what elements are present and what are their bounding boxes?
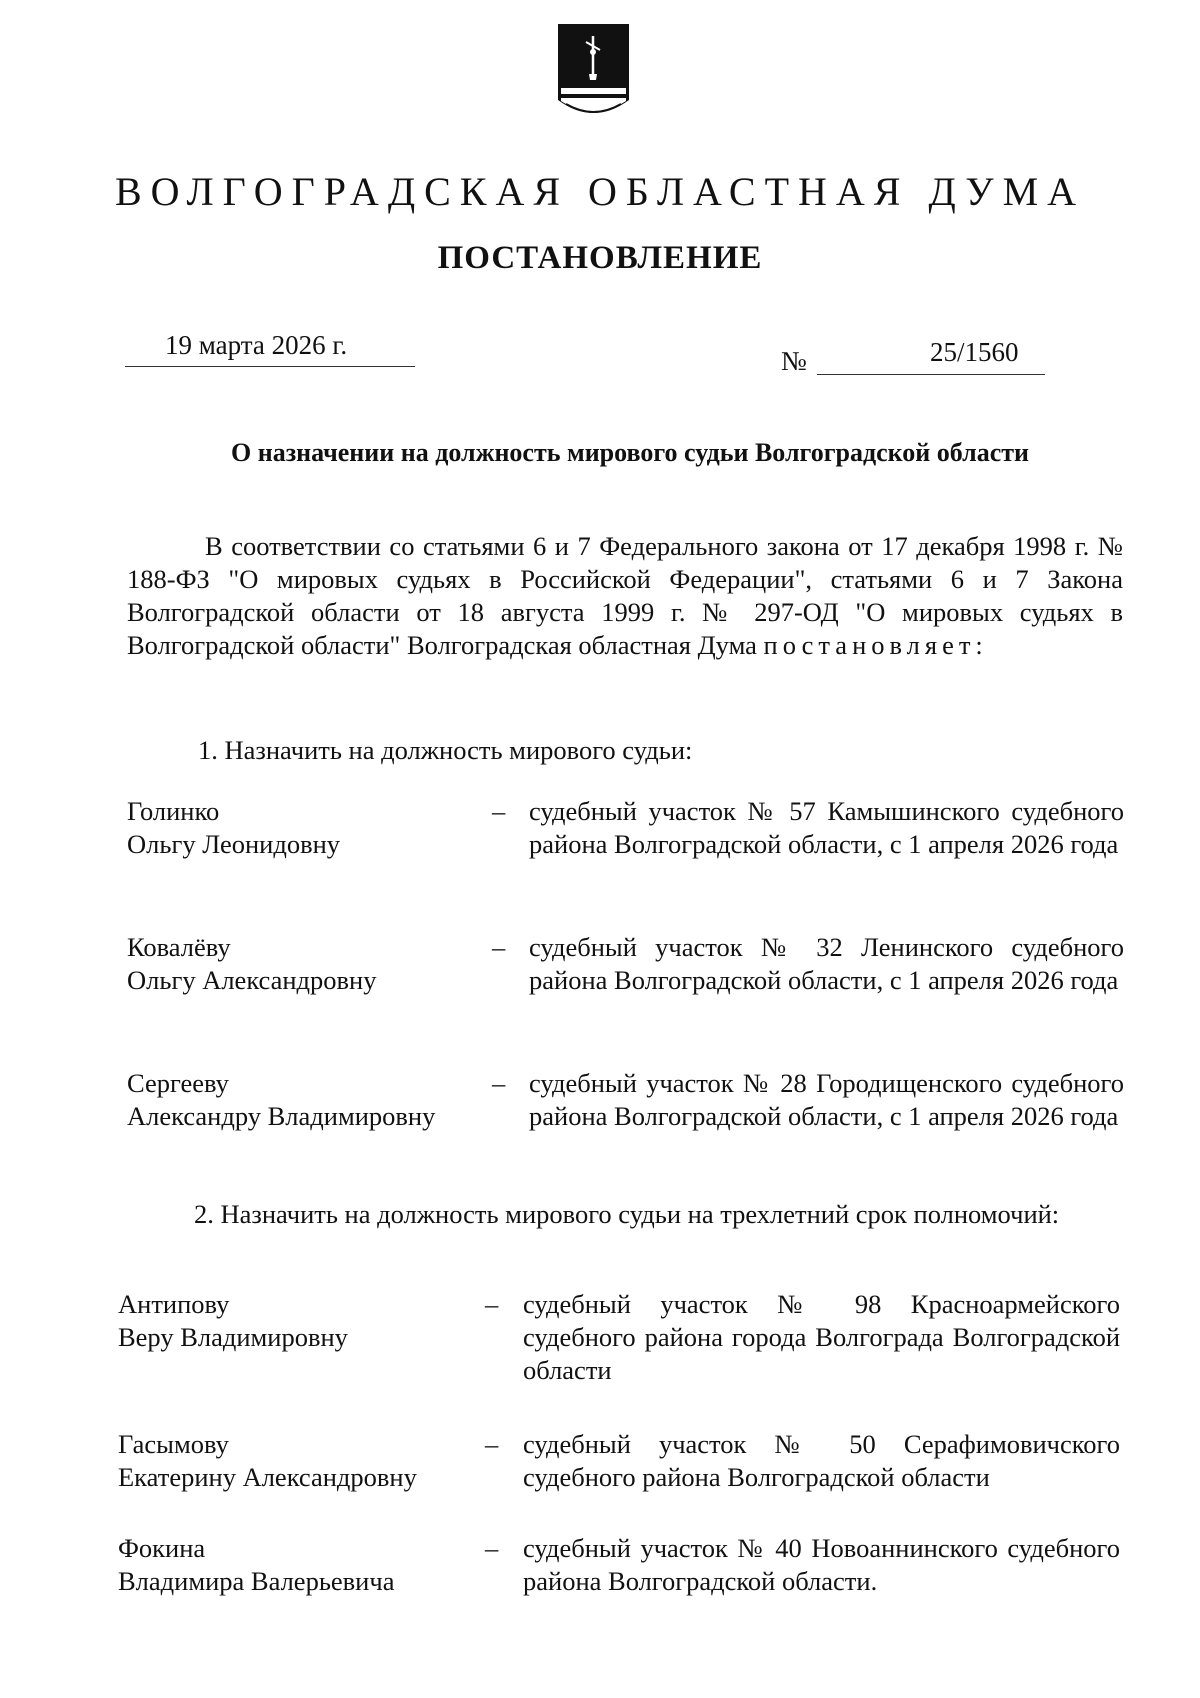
appointment-description: судебный участок № 50 Серафимовичского судебного района Волгоградской области (523, 1429, 1120, 1492)
volgograd-coat-of-arms-icon (556, 22, 631, 124)
document-number: 25/1560 (930, 337, 1019, 367)
dash: – (492, 1068, 506, 1098)
appointment-description: судебный участок № 57 Камышинского судебного района Волгоградской области, с 1 апреля 2026 года (529, 796, 1124, 859)
dash: – (485, 1289, 499, 1319)
appointment-description: судебный участок № 28 Городищенского судебного района Волгоградской области, с 1 апреля 2026 года (529, 1068, 1124, 1131)
item-2-heading: 2. Назначить на должность мирового судьи на трехлетний срок полномочий: (194, 1199, 1060, 1229)
appointee-name: Гасымову Екатерину Александровну (118, 1429, 417, 1492)
document-subject: О назначении на должность мирового судьи Волгоградской области (230, 438, 1030, 467)
dash: – (492, 796, 506, 826)
appointee-name: Голинко Ольгу Леонидовну (127, 796, 341, 859)
preamble-text: В соответствии со статьями 6 и 7 Федерального закона от 17 декабря 1998 г. № 188-ФЗ "О мировых судьях в Российской Федерации", статьями 6 и 7 Закона Волгоградской области от 18 августа 1999 г. № 297-ОД "О мировых судьях в Волгоградской области" Волгоградская областная Дума (127, 531, 1123, 660)
appointee-name: Фокина Владимира Валерьевича (118, 1533, 395, 1596)
number-label: № (781, 346, 807, 376)
document-type: ПОСТАНОВЛЕНИЕ (437, 240, 763, 276)
decree-word: постановляет: (763, 630, 988, 660)
preamble-paragraph (127, 530, 1123, 662)
appointee-name: Антипову Веру Владимировну (118, 1289, 348, 1352)
appointee-name: Ковалёву Ольгу Александровну (127, 932, 377, 995)
appointee-name: Сергееву Александру Владимировну (127, 1068, 436, 1131)
dash: – (485, 1429, 499, 1459)
dash: – (485, 1533, 499, 1563)
organization-title: ВОЛГОГРАДСКАЯ ОБЛАСТНАЯ ДУМА (114, 169, 1086, 214)
number-underline (817, 374, 1045, 375)
dash: – (492, 932, 506, 962)
date-underline (125, 366, 415, 367)
document-date: 19 марта 2026 г. (165, 330, 348, 360)
appointment-description: судебный участок № 40 Новоаннинского судебного района Волгоградской области. (523, 1533, 1120, 1596)
appointment-description: судебный участок № 32 Ленинского судебного района Волгоградской области, с 1 апреля 2026 года (529, 932, 1124, 995)
appointment-description: судебный участок № 98 Красноармейского судебного района города Волгограда Волгоградской области (523, 1289, 1120, 1385)
item-1-heading: 1. Назначить на должность мирового судьи: (198, 735, 693, 765)
